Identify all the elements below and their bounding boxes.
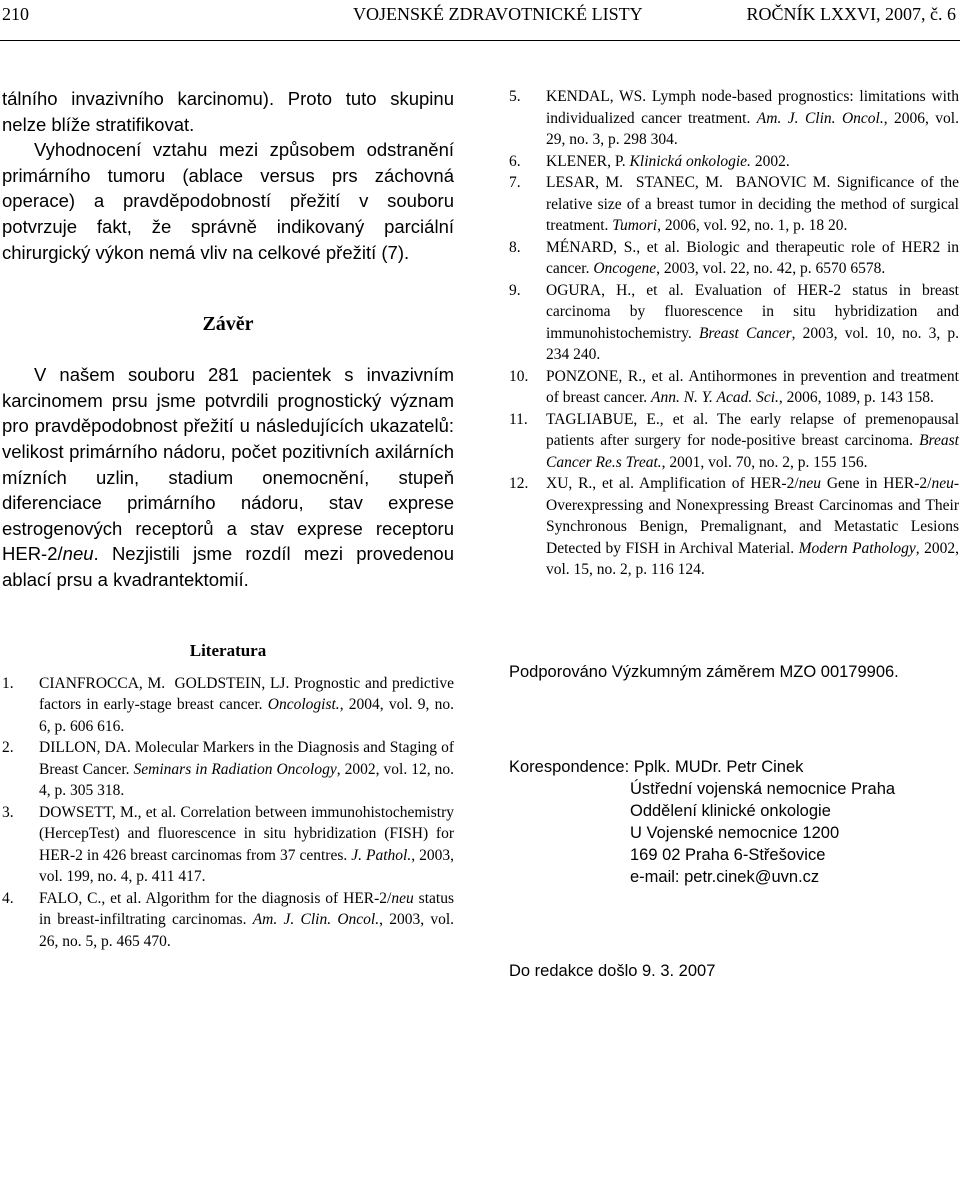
address-line: Ústřední vojenská nemocnice Praha [630,780,896,798]
reference-text: XU, R., et al. Amplification of HER-2/neu Gene in HER-2/neu-Overexpressing and Nonexpressing Breast Carcinomas and Their Synchronous Benign, Premalignant, and Metastatic Lesions Detected by FISH in Archival Material. Modern Pathology, 2002, vol. 15, no. 2, p. 116 124. [546,475,959,578]
funding-note: Podporováno Výzkumným záměrem MZO 00179906. [509,663,899,681]
reference-number: 1. [2,674,14,692]
received-date: Do redakce došlo 9. 3. 2007 [509,962,716,980]
address-line: U Vojenské nemocnice 1200 [630,824,840,842]
reference-number: 5. [509,88,521,105]
reference-number: 12. [509,475,529,492]
literature-heading: Literatura [189,640,267,660]
reference-item [509,151,959,173]
reference-item [2,737,454,802]
reference-list [2,673,454,953]
conclusion-heading: Závěr [202,313,254,336]
reference-number: 8. [509,238,521,256]
reference-list-continued [509,86,959,581]
correspondence-block [509,756,949,888]
reference-item [509,473,959,581]
reference-text: OGURA, H., et al. Evaluation of HER-2 status in breast carcinoma by fluorescence in situ hybridization and immunohistochemistry. Breast Cancer, 2003, vol. 10, no. 3, p. 234 240. [546,281,960,363]
address-line: e-mail: petr.cinek@uvn.cz [630,868,820,886]
reference-number: 11. [509,410,528,428]
reference-item [509,366,959,409]
reference-item [509,280,959,366]
reference-text: DOWSETT, M., et al. Correlation between immunohistochemistry (HercepTest) and fluorescence in situ hybridization (FISH) for HER-2 in 426 breast carcinomas from 37 centres. J. Pathol., 2003, vol. 199, no. 4, p. 411 417. [39,803,454,885]
reference-text: LESAR, M. STANEC, M. BANOVIC M. Significance of the relative size of a breast tumor in deciding the method of surgical treatment. Tumori, 2006, vol. 92, no. 1, p. 18 20. [546,174,959,234]
reference-number: 9. [509,281,521,299]
reference-number: 6. [509,152,521,170]
reference-item [2,673,454,738]
body-paragraph: Vyhodnocení vztahu mezi způsobem odstranění primárního tumoru (ablace versus prs záchovná operace) a pravděpodobností přežití v souboru potvrzuje fakt, že správně indikovaný parciální chirurgický výkon nemá vliv na celkové přežití (7). [2,139,454,263]
right-column [509,86,959,581]
reference-item [2,888,454,953]
reference-number: 7. [509,174,521,191]
address-line: 169 02 Praha 6-Střešovice [630,846,826,864]
reference-text: KENDAL, WS. Lymph node-based prognostics: limitations with individualized cancer treatment. Am. J. Clin. Oncol., 2006, vol. 29, no. 3, p. 298 304. [546,88,959,148]
header-rule [0,40,960,41]
correspondence-address [630,778,949,888]
reference-item [2,802,454,888]
continued-paragraph: tálního invazivního karcinomu). Proto tuto skupinu nelze blíže stratifikovat. [2,88,454,135]
journal-title: VOJENSKÉ ZDRAVOTNICKÉ LISTY [353,4,643,24]
correspondence-label: Korespondence: Pplk. MUDr. Petr Cinek [509,758,804,776]
reference-number: 10. [509,367,529,385]
left-column [2,86,454,952]
reference-text: CIANFROCCA, M. GOLDSTEIN, LJ. Prognostic and predictive factors in early-stage breast cancer. Oncologist., 2004, vol. 9, no. 6, p. 606 616. [39,674,454,735]
reference-text: FALO, C., et al. Algorithm for the diagnosis of HER-2/neu status in breast-infiltrating carcinomas. Am. J. Clin. Oncol., 2003, vol. 26, no. 5, p. 465 470. [39,889,455,950]
running-header [0,0,960,40]
reference-number: 4. [2,889,14,907]
reference-text: PONZONE, R., et al. Antihormones in prevention and treatment of breast cancer. Ann. N. Y. Acad. Sci., 2006, 1089, p. 143 158. [546,367,959,406]
conclusion-paragraph: V našem souboru 281 pacientek s invazivním karcinomem prsu jsme potvrdili prognostický význam pro pravděpodobnost přežití u následujících ukazatelů: velikost primárního nádoru, počet pozitivních axilárních mízních uzlin, stadium onemocnění, stupeň diferenciace primárního nádoru, stav exprese estrogenových receptorů a stav exprese receptoru HER-2/neu. Nezjistili jsme rozdíl mezi provedenou ablací prsu a kvadrantektomií. [2,364,454,590]
reference-text: TAGLIABUE, E., et al. The early relapse of premenopausal patients after surgery for node-positive breast carcinoma. Breast Cancer Re.s Treat., 2001, vol. 70, no. 2, p. 155 156. [546,410,959,471]
reference-item [509,86,959,151]
reference-item [509,172,959,237]
address-line: Oddělení klinické onkologie [630,802,831,820]
reference-text: KLENER, P. Klinická onkologie. 2002. [546,152,790,170]
reference-text: MÉNARD, S., et al. Biologic and therapeutic role of HER2 in cancer. Oncogene, 2003, vol. 22, no. 42, p. 6570 6578. [546,238,959,277]
reference-number: 2. [2,739,14,756]
reference-number: 3. [2,803,14,821]
page-number: 210 [2,4,29,24]
reference-text: DILLON, DA. Molecular Markers in the Diagnosis and Staging of Breast Cancer. Seminars in Radiation Oncology, 2002, vol. 12, no. 4, p. 305 318. [39,739,454,799]
reference-item [509,409,959,474]
volume-info: ROČNÍK LXXVI, 2007, č. 6 [746,4,956,24]
reference-item [509,237,959,280]
